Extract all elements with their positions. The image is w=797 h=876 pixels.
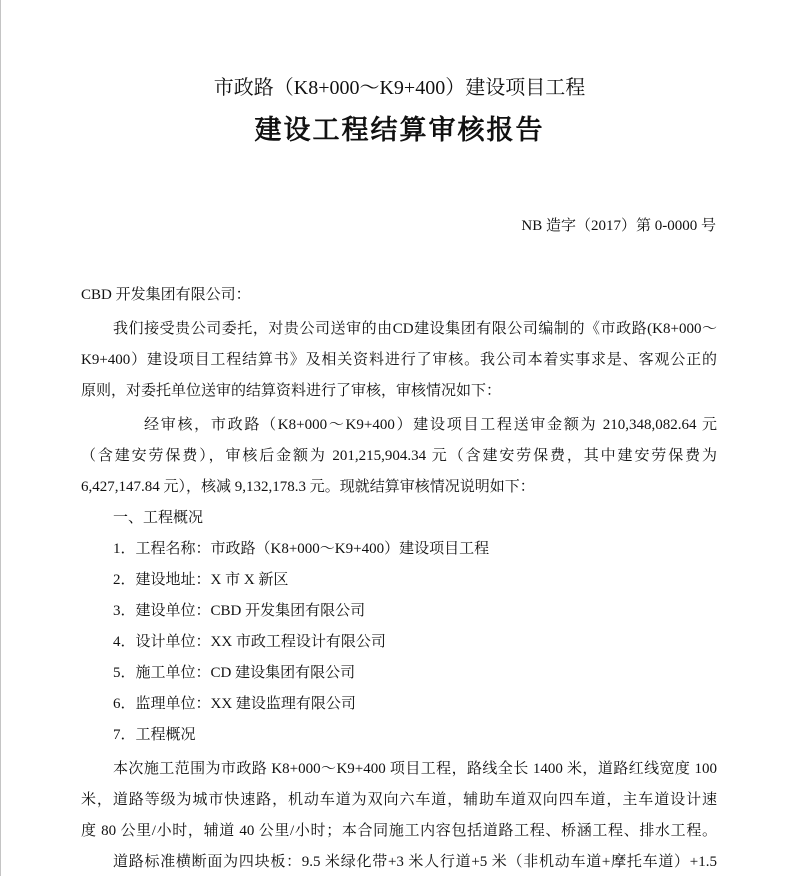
paragraph-line: 经审核，市政路（K8+000～K9+400）建设项目工程送审金额为 210,348,082.64 元 xyxy=(144,417,717,433)
paragraph-line: 本次施工范围为市政路 K8+000～K9+400 项目工程，路线全长 1400 米，道路红线宽度 100 xyxy=(113,761,717,777)
paragraph-line: 米，道路等级为城市快速路，机动车道为双向六车道，辅助车道双向四车道，主车道设计速 xyxy=(81,792,717,808)
list-item: 2．建设地址：X 市 X 新区 xyxy=(113,572,289,588)
paragraph-line: 我们接受贵公司委托，对贵公司送审的由CD建设集团有限公司编制的《市政路(K8+000～ xyxy=(113,321,717,337)
list-item: 3．建设单位：CBD 开发集团有限公司 xyxy=(113,603,366,619)
overview-list xyxy=(81,534,717,751)
paragraph-line: 原则，对委托单位送审的结算资料进行了审核，审核情况如下： xyxy=(81,383,502,399)
list-item: 6．监理单位：XX 建设监理有限公司 xyxy=(113,696,356,712)
report-title: 建设工程结算审核报告 xyxy=(254,115,545,145)
paragraph-line: （含建安劳保费），审核后金额为 201,215,904.34 元（含建安劳保费，其中建安劳保费为 xyxy=(81,448,717,464)
overview-paragraph xyxy=(81,754,717,847)
paragraph-line: K9+400）建设项目工程结算书》及相关资料进行了审核。我公司本着实事求是、客观公正的 xyxy=(81,352,717,368)
paragraph-line: 6,427,147.84 元），核减 9,132,178.3 元。现就结算审核情况说明如下： xyxy=(81,479,535,495)
list-item: 1．工程名称：市政路（K8+000～K9+400）建设项目工程 xyxy=(113,541,490,557)
paragraph-line: 度 80 公里/小时，辅道 40 公里/小时；本合同施工内容包括道路工程、桥涵工程、排水工程。 xyxy=(81,823,717,839)
cross-section-line: 道路标准横断面为四块板：9.5 米绿化带+3 米人行道+5 米（非机动车道+摩托车道）+1.5 xyxy=(113,854,717,870)
list-item: 5．施工单位：CD 建设集团有限公司 xyxy=(113,665,356,681)
section-heading: 一、工程概况 xyxy=(113,510,204,526)
intro-paragraph xyxy=(81,314,717,407)
list-item: 4．设计单位：XX 市政工程设计有限公司 xyxy=(113,634,386,650)
document-number: NB 造字（2017）第 0-0000 号 xyxy=(521,218,716,234)
report-body xyxy=(81,280,717,876)
report-project-title: 市政路（K8+000～K9+400）建设项目工程 xyxy=(213,77,586,99)
summary-paragraph xyxy=(81,410,717,503)
addressee: CBD 开发集团有限公司： xyxy=(81,287,251,303)
list-item: 7．工程概况 xyxy=(113,727,196,743)
